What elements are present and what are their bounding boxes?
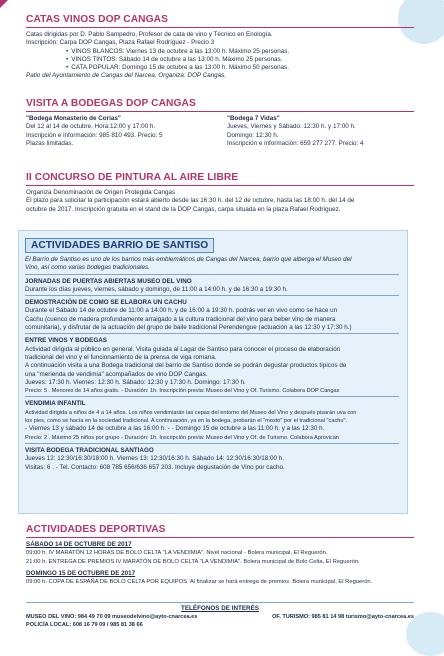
bodega-corias-line: Inscripción e información: 985 810 493. Precio: 5 xyxy=(26,131,163,139)
separator xyxy=(25,396,399,397)
separator xyxy=(25,333,399,334)
pintura-title: II CONCURSO DE PINTURA AL AIRE LIBRE xyxy=(26,172,239,183)
cachu-text: comunitaria), y disfrutar de la actuación del grupo de baile tradicional Perendengue (actuación a las 12:30 y 17:30 h.) xyxy=(25,324,352,332)
cachu-text: Cachu (cuenco de madera profundamente arraigado a la cultura tradicional del vino para beber vino de manera xyxy=(25,315,336,323)
pintura-line: Organiza Denominación de Origen Protegida Cangas xyxy=(26,189,176,196)
catas-item: • VINOS BLANCOS: Viernes 13 de octubre a las 13:00 h. Máximo 25 personas. xyxy=(66,48,414,56)
entre-heading: ENTRE VINOS Y BODEGAS xyxy=(25,337,107,345)
sabado-heading: SÁBADO 14 DE OCTUBRE DE 2017 xyxy=(26,541,132,548)
santiso-intro: El Barrio de Santiso es uno de los barrios más emblemáticos de Cangas del Narcea, barrio que alberga el Museo del xyxy=(25,256,352,263)
catas-title: CATAS VINOS DOP CANGAS xyxy=(26,14,169,25)
contact-policia: POLICÍA LOCAL: 608 16 79 09 / 985 81 38 66 xyxy=(26,622,143,629)
bodegas-columns xyxy=(26,115,414,148)
catas-rule xyxy=(26,27,414,28)
bodega-7vidas-line: Domingo: 12:30 h. xyxy=(227,131,279,139)
bodega-7vidas xyxy=(213,115,414,148)
contacts-title: TELÉFONOS DE INTERÉS xyxy=(180,605,260,612)
contacts-rule xyxy=(26,602,414,603)
catas-patron: Patio del Ayuntamiento de Cangas del Narcea. Organiza: DOP Cangas. xyxy=(26,72,227,80)
separator xyxy=(25,274,399,275)
visita-price: Visitas: 6 . - Tel. Contacto: 608 785 656/636 657 203. Incluye degustación de Vino por cacho. xyxy=(25,463,285,471)
cachu-heading: DEMOSTRACIÓN DE COMO SE ELABORA UN CACHU xyxy=(25,299,187,307)
visita-heading: VISITA BODEGA TRADICIONAL SANTIAGO xyxy=(25,446,154,454)
entre-text: A continuación visita a una Bodega tradicional del barrio de Santiso donde se podrán degustar productos típicos de xyxy=(25,362,347,370)
catas-section xyxy=(26,14,414,81)
vendimia-price: Precio: 2 . Máximo 25 niños por grupo - Duración: 1h. Inscripción previa: Museo del Vino y Of. de Turismo. Colabora Aprovican xyxy=(25,434,339,441)
separator xyxy=(25,443,399,444)
catas-line1: Catas dirigidas por D. Pablo Sampedro, Profesor de cata de vino y Técnico en Enología. xyxy=(26,31,273,38)
pintura-section xyxy=(26,172,414,214)
bodegas-section xyxy=(26,98,414,148)
visita-schedule: Jueves 12: 12:30/16:30/18:00 h. Viernes 13: 12:30/16:30 h. Sábado 14: 12:30/16:30/18:00 h. xyxy=(25,455,284,463)
bodegas-title: VISITA A BODEGAS DOP CANGAS xyxy=(26,98,196,109)
bodegas-rule xyxy=(26,111,414,112)
bodega-corias-line: Plazas limitadas. xyxy=(26,139,74,147)
domingo-heading: DOMINGO 15 DE OCTUBRE DE 2017 xyxy=(26,569,136,577)
sabado-event: 21:00 h. ENTREGA DE PREMIOS IV MARATÓN DE BOLO CELTA "LA VENDIMIA". Bolera municipal de Bolo Celta, El Reguerón. xyxy=(26,558,360,565)
sabado-event: 09:00 h. IV MARATÓN 12 HORAS DE BOLO CELTA "LA VENDIMIA". Nivel nacional - Bolera municipal, El Reguerón. xyxy=(26,550,328,557)
bodega-7vidas-name: "Bodega 7 Vidas" xyxy=(227,115,280,122)
bodega-corias-line: Del 12 al 14 de octubre. Hora:12:00 y 17:00 h. xyxy=(26,123,156,131)
deportivas-title: ACTIVIDADES DEPORTIVAS xyxy=(26,524,166,535)
vendimia-text: los pies, como se hacía en la sociedad tradicional. A continuación, ya en la bodega, probarán el "mosto" por el tradicional "cachu". xyxy=(25,418,348,425)
entre-schedule: Jueves: 17:30 h. Viernes: 12:30 h. Sábado: 12:30 y 17:30 h. Domingo: 17:30 h. xyxy=(25,378,246,386)
catas-item: • VINOS TINTOS: Sábado 14 de octubre a las 13:00 h. Máximo 25 personas. xyxy=(66,56,414,64)
bodega-corias xyxy=(26,115,213,148)
entre-text: una "merienda de vendimia" acompañados de vino DOP Cangas. xyxy=(25,370,208,378)
vendimia-schedule: - Viernes 13 y sábado 14 de octubre a las 16:00 h. - - Domingo 15 de octubre a las 11:00 h. y a las 12:30 h. xyxy=(25,425,325,433)
catas-item: • CATA POPULAR: Domingo 15 de octubre a las 13:00 h. Máximo 50 personas. xyxy=(66,64,414,72)
pintura-rule xyxy=(26,185,414,186)
vendimia-text: Actividad dirigida a niños de 4 a 14 años. Los niños vendimiarán las cepas del entorno del Museo del Vino y después pisarán uva con xyxy=(25,409,357,416)
santiso-box xyxy=(18,230,408,514)
cachu-text: Durante el Sábado 14 de octubre de 11:00 a 14:00 h. y de 16:00 a 19:30 h. podrás ver en vivo como se hace un xyxy=(25,307,338,315)
separator xyxy=(25,295,399,296)
vendimia-heading: VENDIMIA INFANTIL xyxy=(25,400,86,408)
entre-text: tradicional del vino y el funcionamiento de la prensa de viga romana. xyxy=(25,353,217,361)
bodega-7vidas-line: Jueves, Viernes y Sábado: 12:30 h. y 17:00 h. xyxy=(227,123,356,131)
santiso-title: ACTIVIDADES BARRIO DE SANTISO xyxy=(25,238,214,253)
contact-museo: MUSEO DEL VINO: 984 49 70 09 museodelvino@ayto-cnarcea.es xyxy=(26,614,198,620)
deportivas-rule xyxy=(26,537,414,538)
deportivas-section xyxy=(26,524,414,586)
entre-text: Actividad dirigida al público en general. Visita guiada al Lagar de Santiso para conocer el proceso de elaboración xyxy=(25,345,341,353)
catas-list xyxy=(26,48,414,73)
contacts-section xyxy=(26,602,414,630)
domingo-event: 09:00 h. COPA DE ESPAÑA DE BOLO CELTA POR EQUIPOS. Al finalizar se hará entrega de premios. Bolera municipal, El Reguerón. xyxy=(26,579,373,586)
entre-price: Precio: 5 . Menores de 14 años gratis. - Duración: 1h. Inscripción previa: Museo del Vino y Of. Turismo. Colabora DOP Cangas xyxy=(25,388,340,395)
jornadas-text: Durante los días jueves, viernes, sábado y domingo, de 11:00 a 14:00 h. y de 16:30 a 19:30 h. xyxy=(25,285,288,293)
contact-turismo: OF. TURISMO: 985 81 14 98 turismo@ayto-cnarcea.es xyxy=(272,614,414,620)
santiso-intro: Vino, así como varias bodegas tradicionales. xyxy=(25,264,150,272)
pintura-line: El plazo para solicitar la participación estará abierto desde las 16:30 h. del 12 de octubre, hasta las 18:00 h. del 14 de xyxy=(26,197,355,205)
bodega-7vidas-line: Inscripción e información: 659 277 277. Precio: 4 xyxy=(227,139,364,147)
corner-mark xyxy=(0,0,8,8)
catas-line2: Inscripción: Carpa DOP Cangas, Plaza Rafael Rodríguez - Precio 3 xyxy=(26,39,215,47)
pintura-line: octubre de 2017. Inscripción gratuita en el stand de la DOP Cangas, carpa situada en la plaza Rafael Rodríguez. xyxy=(26,205,341,213)
jornadas-heading: JORNADAS DE PUERTAS ABIERTAS MUSEO DEL VINO xyxy=(25,277,192,285)
bodega-corias-name: "Bodega Monasterio de Corias" xyxy=(26,115,121,122)
